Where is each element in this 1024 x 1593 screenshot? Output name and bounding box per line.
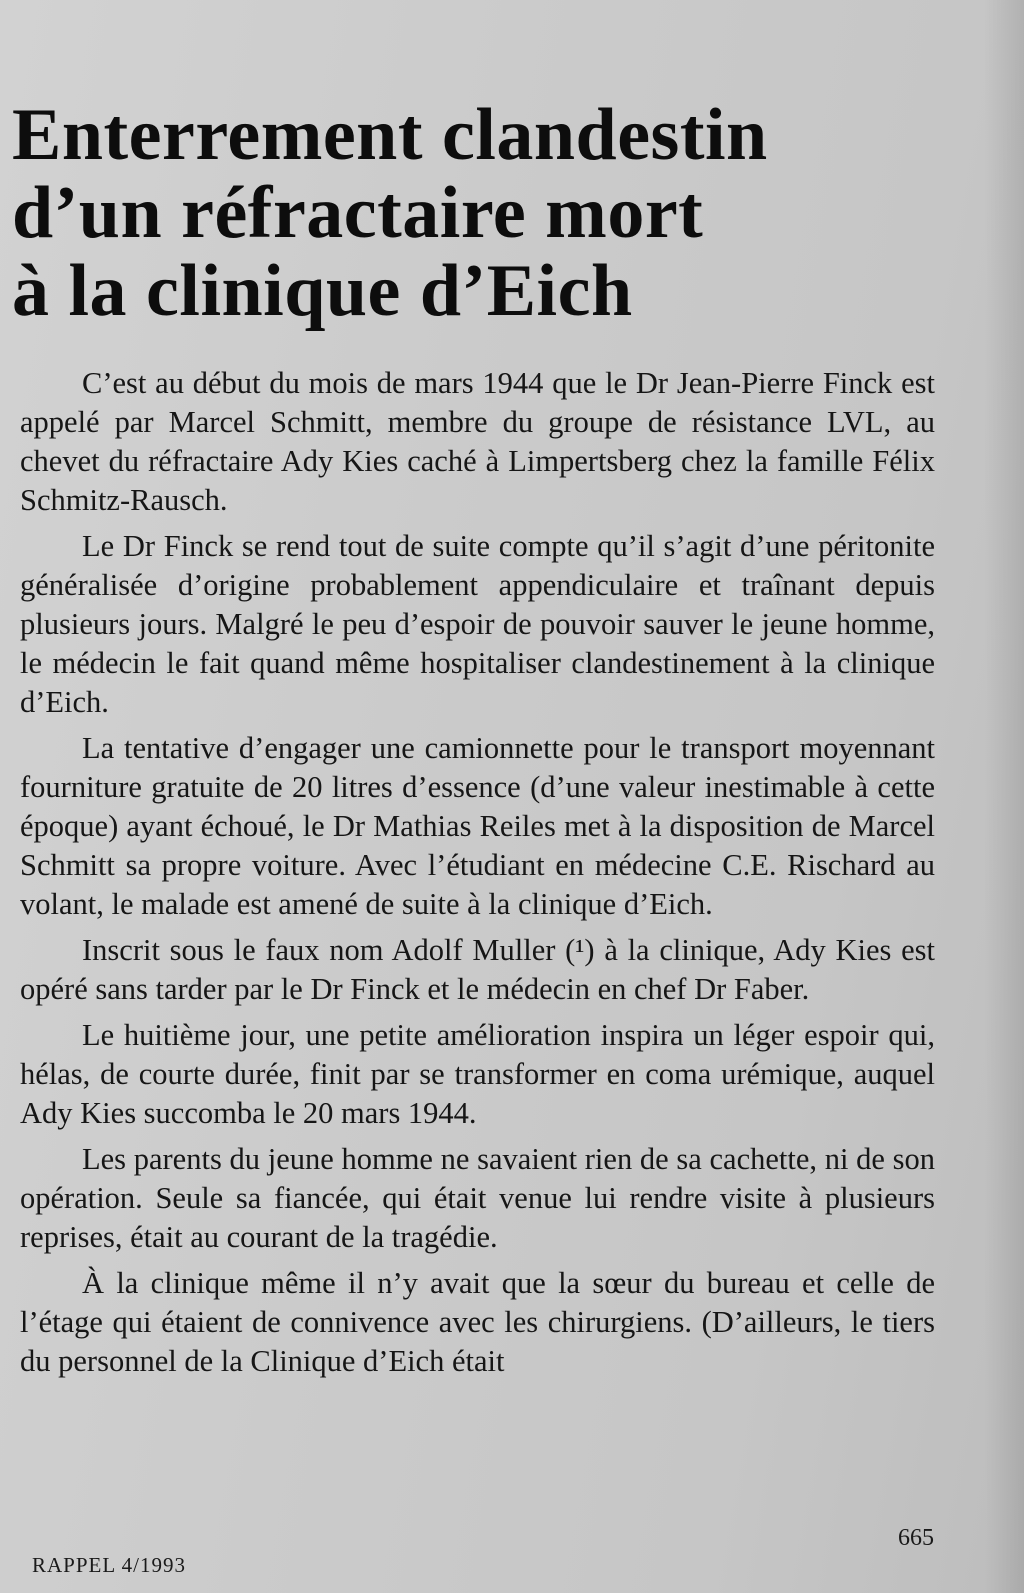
- article-title: [12, 96, 792, 330]
- article-body: [20, 364, 935, 1388]
- title-line: à la clinique d’Eich: [12, 250, 633, 332]
- title-line: d’un réfractaire mort: [12, 172, 704, 254]
- page-number: 665: [898, 1525, 934, 1551]
- paragraph: Inscrit sous le faux nom Adolf Muller (¹) à la clinique, Ady Kies est opéré sans tarder par le Dr Finck et le médecin en chef Dr Faber.: [20, 933, 935, 1006]
- paragraph: Le huitième jour, une petite amélioration inspira un léger espoir qui, hélas, de courte durée, finit par se transformer en coma urémique, auquel Ady Kies succomba le 20 mars 1944.: [20, 1018, 935, 1130]
- paragraph: À la clinique même il n’y avait que la sœur du bureau et celle de l’étage qui étaient de connivence avec les chirurgiens. (D’ailleurs, le tiers du personnel de la Clinique d’Eich était: [20, 1266, 935, 1378]
- paragraph: C’est au début du mois de mars 1944 que le Dr Jean-Pierre Finck est appelé par Marcel Schmitt, membre du groupe de résistance LVL, au chevet du réfractaire Ady Kies caché à Limpertsberg chez la famille Félix Schmitz-Rausch.: [20, 366, 935, 517]
- publication-footer: RAPPEL 4/1993: [32, 1553, 186, 1577]
- page-edge-shadow: [984, 0, 1024, 1593]
- paragraph: La tentative d’engager une camionnette pour le transport moyennant fourniture gratuite de 20 litres d’essence (d’une valeur inestimable à cette époque) ayant échoué, le Dr Mathias Reiles met à la disposition de Marcel Schmitt sa propre voiture. Avec l’étudiant en médecine C.E. Rischard au volant, le malade est amené de suite à la clinique d’Eich.: [20, 731, 935, 921]
- paragraph: Le Dr Finck se rend tout de suite compte qu’il s’agit d’une péritonite généralisée d’origine probablement appendiculaire et traînant depuis plusieurs jours. Malgré le peu d’espoir de pouvoir sauver le jeune homme, le médecin le fait quand même hospitaliser clandestinement à la clinique d’Eich.: [20, 529, 935, 719]
- title-line: Enterrement clandestin: [12, 94, 768, 176]
- paragraph: Les parents du jeune homme ne savaient rien de sa cachette, ni de son opération. Seule sa fiancée, qui était venue lui rendre visite à plusieurs reprises, était au courant de la tragédie.: [20, 1142, 935, 1254]
